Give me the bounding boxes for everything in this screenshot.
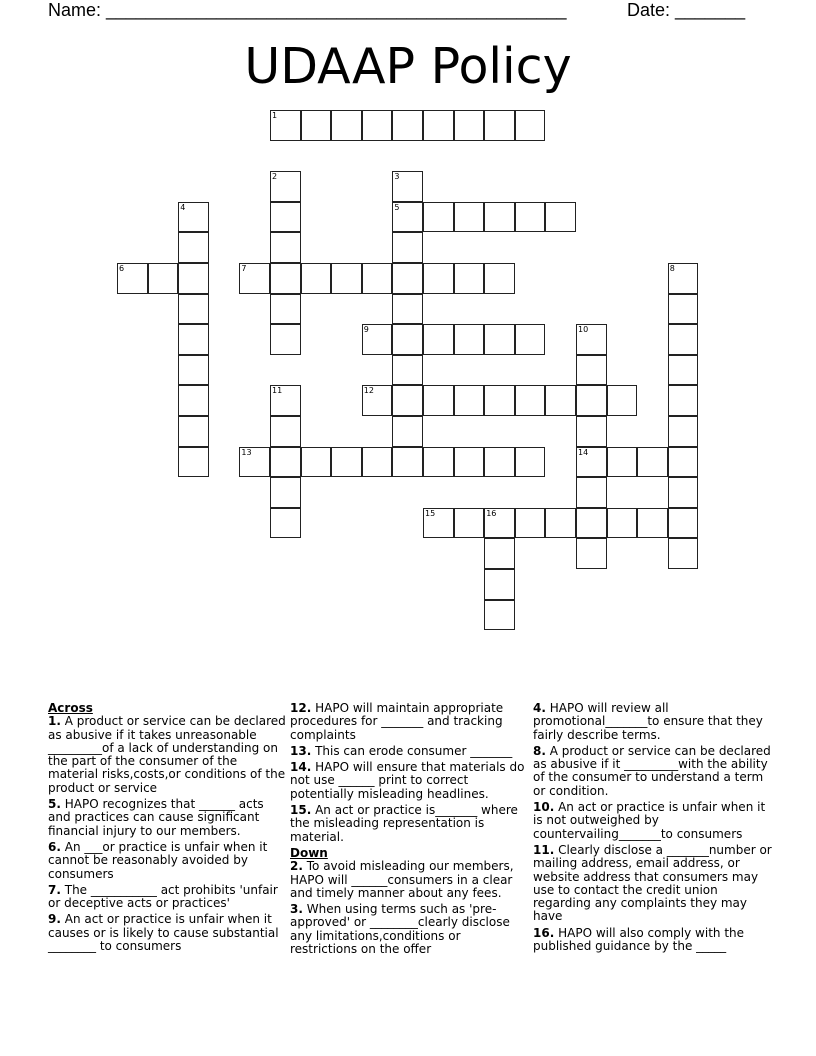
grid-cell[interactable] xyxy=(270,447,301,478)
grid-cell[interactable] xyxy=(515,202,546,233)
grid-cell[interactable] xyxy=(392,110,423,141)
clue-text: An ___or practice is unfair when it cannot be reasonably avoided by consumers xyxy=(48,839,268,881)
clue-number: 15 xyxy=(425,508,436,518)
clue-text: HAPO recognizes that ______ acts and practices can cause significant financial injury to our members. xyxy=(48,797,264,838)
grid-cell[interactable] xyxy=(270,324,301,355)
clue-text: A product or service can be declared as abusive if it _________with the ability of the consumer to understand a term or condition. xyxy=(533,743,771,798)
grid-cell[interactable] xyxy=(270,263,301,294)
clue-number: 2 xyxy=(272,172,278,182)
grid-cell[interactable] xyxy=(576,447,607,478)
clue-number: 5 xyxy=(394,202,400,212)
grid-cell[interactable] xyxy=(331,447,362,478)
grid-cell[interactable] xyxy=(392,232,423,263)
clue-number: 2. xyxy=(290,859,303,874)
clue-text: An act or practice is_______ where the misleading representation is material. xyxy=(290,803,518,844)
down-clue xyxy=(533,927,773,954)
grid-cell[interactable] xyxy=(362,263,393,294)
grid-cell[interactable] xyxy=(423,447,454,478)
grid-cell[interactable] xyxy=(392,447,423,478)
grid-cell[interactable] xyxy=(545,202,576,233)
grid-cell[interactable] xyxy=(239,447,270,478)
grid-cell[interactable] xyxy=(484,538,515,569)
clue-number: 16 xyxy=(486,508,497,518)
grid-cell[interactable] xyxy=(484,569,515,600)
grid-cell[interactable] xyxy=(392,355,423,386)
grid-cell[interactable] xyxy=(668,263,699,294)
grid-cell[interactable] xyxy=(668,477,699,508)
grid-cell[interactable] xyxy=(515,110,546,141)
grid-cell[interactable] xyxy=(392,324,423,355)
date-field: Date: _______ xyxy=(627,0,746,20)
grid-cell[interactable] xyxy=(484,385,515,416)
grid-cell[interactable] xyxy=(423,385,454,416)
clue-text: Clearly disclose a _______number or mailing address, email address, or website address that consumers may use to contact the credit union regarding any complaints they may have xyxy=(533,842,772,924)
grid-cell[interactable] xyxy=(576,508,607,539)
grid-cell[interactable] xyxy=(178,202,209,233)
down-clue xyxy=(533,702,773,742)
clue-number: 6 xyxy=(119,264,125,273)
clue-number: 4 xyxy=(180,202,186,212)
grid-cell[interactable] xyxy=(148,263,179,294)
clue-text: To avoid misleading our members, HAPO will ______consumers in a clear and timely manner about any fees. xyxy=(290,859,514,900)
grid-cell[interactable] xyxy=(270,202,301,233)
clue-number: 3 xyxy=(394,172,400,182)
grid-cell[interactable] xyxy=(301,263,332,294)
grid-cell[interactable] xyxy=(668,324,699,355)
across-clue xyxy=(48,841,288,881)
grid-cell[interactable] xyxy=(484,508,515,539)
clues-column-3 xyxy=(533,702,773,956)
down-clue xyxy=(533,844,773,924)
grid-cell[interactable] xyxy=(270,232,301,263)
clue-text: HAPO will maintain appropriate procedures for _______ and tracking complaints xyxy=(290,701,504,742)
clue-number: 16. xyxy=(533,925,555,940)
grid-cell[interactable] xyxy=(484,202,515,233)
grid-cell[interactable] xyxy=(331,263,362,294)
grid-cell[interactable] xyxy=(270,294,301,325)
grid-cell[interactable] xyxy=(484,324,515,355)
grid-cell[interactable] xyxy=(178,232,209,263)
grid-cell[interactable] xyxy=(178,263,209,294)
grid-cell[interactable] xyxy=(117,263,148,294)
grid-cell[interactable] xyxy=(576,416,607,447)
grid-cell[interactable] xyxy=(392,263,423,294)
clue-number: 13. xyxy=(290,743,312,758)
clues-column-2 xyxy=(290,702,530,959)
across-clue xyxy=(290,745,530,758)
grid-cell[interactable] xyxy=(423,263,454,294)
across-clue xyxy=(48,715,288,795)
grid-cell[interactable] xyxy=(392,171,423,202)
down-clue xyxy=(533,801,773,841)
grid-cell[interactable] xyxy=(545,385,576,416)
clue-number: 14 xyxy=(578,447,589,457)
grid-cell[interactable] xyxy=(515,385,546,416)
grid-cell[interactable] xyxy=(576,477,607,508)
grid-cell[interactable] xyxy=(484,110,515,141)
grid-cell[interactable] xyxy=(392,202,423,233)
grid-cell[interactable] xyxy=(607,447,638,478)
clue-number: 6. xyxy=(48,839,61,854)
down-clue xyxy=(290,860,530,900)
clue-text: When using terms such as 'pre-approved' or ________clearly disclose any limitations,conditions or restrictions on the offer xyxy=(290,902,510,957)
grid-cell[interactable] xyxy=(178,355,209,386)
grid-cell[interactable] xyxy=(515,324,546,355)
grid-cell[interactable] xyxy=(484,263,515,294)
grid-cell[interactable] xyxy=(668,538,699,569)
clue-number: 3. xyxy=(290,902,303,917)
grid-cell[interactable] xyxy=(423,110,454,141)
across-heading: Across xyxy=(48,701,93,715)
grid-cell[interactable] xyxy=(423,508,454,539)
grid-cell[interactable] xyxy=(423,202,454,233)
grid-cell[interactable] xyxy=(515,508,546,539)
grid-cell[interactable] xyxy=(362,447,393,478)
across-clue xyxy=(290,761,530,801)
clue-number: 8 xyxy=(669,264,675,273)
grid-cell[interactable] xyxy=(362,385,393,416)
grid-cell[interactable] xyxy=(607,508,638,539)
clue-number: 4. xyxy=(533,701,546,715)
clue-number: 5. xyxy=(48,797,61,812)
grid-cell[interactable] xyxy=(454,263,485,294)
clue-text: HAPO will review all promotional_______to ensure that they fairly describe terms. xyxy=(533,701,763,742)
grid-cell[interactable] xyxy=(668,508,699,539)
grid-cell[interactable] xyxy=(270,508,301,539)
grid-cell[interactable] xyxy=(607,385,638,416)
grid-cell[interactable] xyxy=(178,324,209,355)
grid-cell[interactable] xyxy=(301,447,332,478)
across-clue xyxy=(48,913,288,953)
grid-cell[interactable] xyxy=(515,447,546,478)
down-clue xyxy=(533,745,773,798)
clue-number: 10 xyxy=(578,325,589,335)
clue-number: 7. xyxy=(48,882,61,897)
grid-cell[interactable] xyxy=(270,477,301,508)
clue-text: HAPO will also comply with the published guidance by the _____ xyxy=(533,925,745,954)
grid-cell[interactable] xyxy=(454,447,485,478)
grid-cell[interactable] xyxy=(392,385,423,416)
clue-number: 11 xyxy=(272,386,283,396)
across-clue xyxy=(290,804,530,844)
clue-number: 8. xyxy=(533,743,546,758)
grid-cell[interactable] xyxy=(178,416,209,447)
grid-cell[interactable] xyxy=(576,538,607,569)
grid-cell[interactable] xyxy=(454,385,485,416)
grid-cell[interactable] xyxy=(454,202,485,233)
grid-cell[interactable] xyxy=(331,110,362,141)
grid-cell[interactable] xyxy=(301,110,332,141)
grid-cell[interactable] xyxy=(484,600,515,631)
across-clue xyxy=(48,798,288,838)
clue-number: 11. xyxy=(533,842,555,857)
grid-cell[interactable] xyxy=(668,294,699,325)
clue-number: 13 xyxy=(241,447,252,457)
grid-cell[interactable] xyxy=(270,110,301,141)
grid-cell[interactable] xyxy=(362,324,393,355)
grid-cell[interactable] xyxy=(484,447,515,478)
across-clue xyxy=(290,702,530,742)
clue-text: A product or service can be declared as abusive if it takes unreasonable _________of a lack of understanding on the part of the consumer of the material risks,costs,or conditions of the product or service xyxy=(48,714,286,795)
grid-cell[interactable] xyxy=(178,294,209,325)
grid-cell[interactable] xyxy=(270,416,301,447)
clue-number: 7 xyxy=(241,264,247,273)
clue-text: HAPO will ensure that materials do not use ______ print to correct potentially misleading headlines. xyxy=(290,760,525,801)
grid-cell[interactable] xyxy=(668,416,699,447)
grid-cell[interactable] xyxy=(668,385,699,416)
clue-text: This can erode consumer _______ xyxy=(315,743,513,758)
down-heading: Down xyxy=(290,845,328,860)
grid-cell[interactable] xyxy=(178,447,209,478)
clue-number: 9 xyxy=(363,325,369,335)
grid-cell[interactable] xyxy=(637,508,668,539)
down-clue xyxy=(290,903,530,956)
clue-text: An act or practice is unfair when it is not outweighed by countervailing_______to consumers xyxy=(533,800,766,841)
clue-number: 10. xyxy=(533,800,555,815)
grid-cell[interactable] xyxy=(178,385,209,416)
grid-cell[interactable] xyxy=(576,385,607,416)
grid-cell[interactable] xyxy=(668,355,699,386)
grid-cell[interactable] xyxy=(270,171,301,202)
grid-cell[interactable] xyxy=(454,110,485,141)
grid-cell[interactable] xyxy=(545,508,576,539)
clue-text: The ___________ act prohibits 'unfair or deceptive acts or practices' xyxy=(48,882,278,911)
grid-cell[interactable] xyxy=(392,294,423,325)
clue-text: An act or practice is unfair when it causes or is likely to cause substantial ________ to consumers xyxy=(48,912,279,954)
grid-cell[interactable] xyxy=(362,110,393,141)
page-title: UDAAP Policy xyxy=(244,38,572,95)
grid-cell[interactable] xyxy=(637,447,668,478)
grid-cell[interactable] xyxy=(423,324,454,355)
clue-number: 9. xyxy=(48,912,61,927)
grid-cell[interactable] xyxy=(454,508,485,539)
clue-number: 12 xyxy=(363,386,374,396)
grid-cell[interactable] xyxy=(454,324,485,355)
clue-number: 1 xyxy=(272,111,278,120)
name-field: Name: ______________________________________________ xyxy=(48,0,567,20)
clue-number: 15. xyxy=(290,803,312,818)
grid-cell[interactable] xyxy=(576,355,607,386)
grid-cell[interactable] xyxy=(239,263,270,294)
clue-number: 12. xyxy=(290,701,312,715)
grid-cell[interactable] xyxy=(576,324,607,355)
clue-number: 1. xyxy=(48,714,61,729)
clue-number: 14. xyxy=(290,760,312,775)
grid-cell[interactable] xyxy=(270,385,301,416)
grid-cell[interactable] xyxy=(668,447,699,478)
grid-cell[interactable] xyxy=(392,416,423,447)
across-clue xyxy=(48,884,288,911)
clues-column-1 xyxy=(48,702,288,956)
